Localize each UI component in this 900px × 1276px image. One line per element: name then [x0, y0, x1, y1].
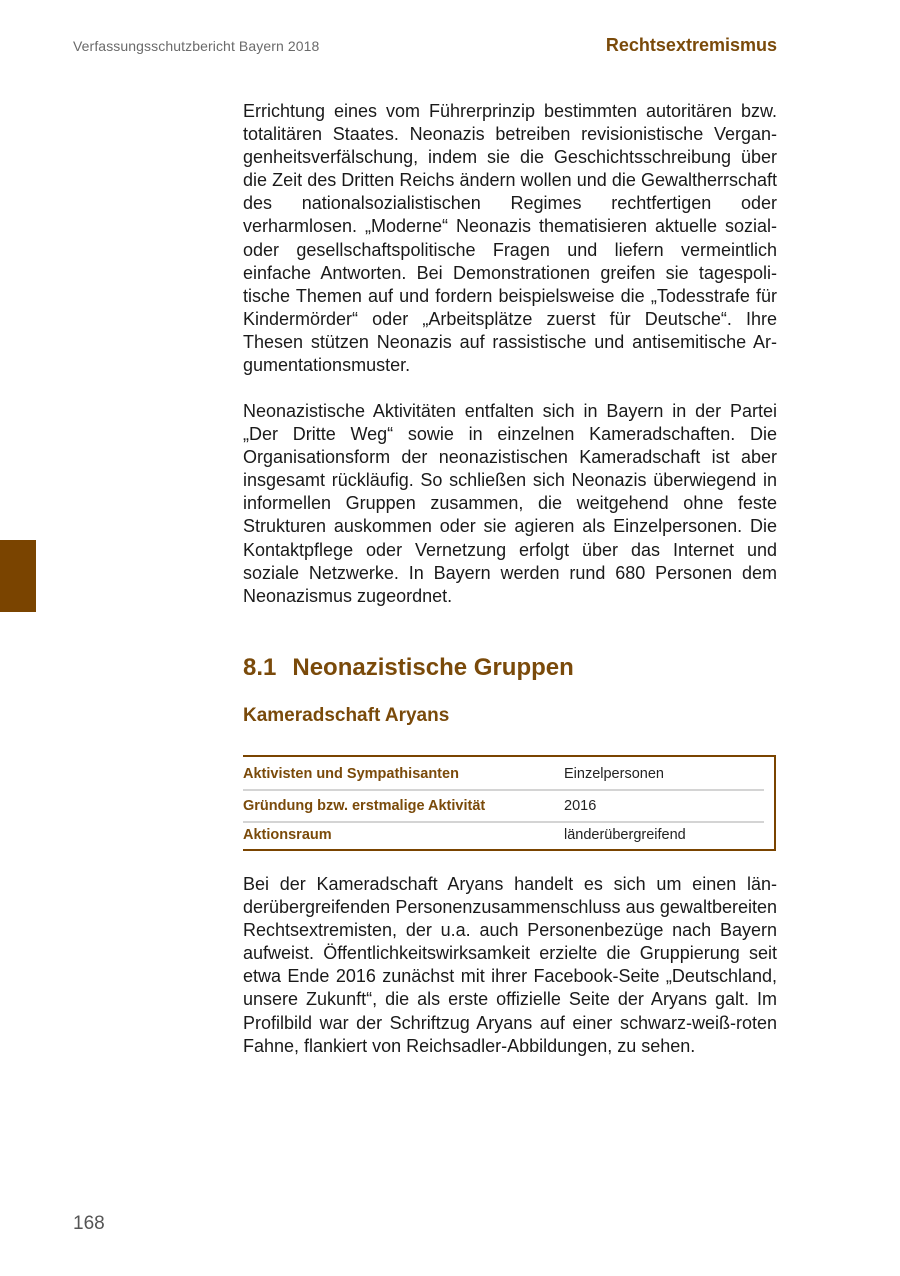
page-number: 168 [73, 1213, 105, 1234]
row-label: Gründung bzw. erstmalige Aktivität [243, 798, 486, 814]
row-value: Einzelpersonen [564, 766, 664, 782]
info-table [243, 755, 776, 851]
body-paragraph: Neonazistische Aktivitäten entfalten sich in Bayern in der Partei „Der Dritte Weg“ sowie in einzelnen Kameradschaften. Die Organisationsform der neonazistischen Kameradschaft ist aber insgesamt rückläufig. So schließen sich Neonazis überwiegend in informellen Gruppen zusammen, die weitgehend ohne feste Strukturen auskommen oder sie agieren als Einzelpersonen. Die Kontaktpflege oder Vernetzung erfolgt über das Internet und soziale Netzwerke. In Bayern werden rund 680 Personen dem Neonazismus zugeordnet. [243, 401, 777, 606]
section-heading [243, 654, 777, 682]
running-header-chapter: Rechtsextremismus [605, 35, 777, 55]
table-row [243, 791, 764, 823]
row-value: länderübergreifend [564, 827, 686, 843]
chapter-side-tab [0, 540, 36, 612]
body-paragraph: Errichtung eines vom Führerprinzip bestimmten autoritären bzw. totalitären Staates. Neonazis betreiben revisionistische Vergangenheitsverfälschung, indem sie die Geschichtsschreibung über die Zeit des Dritten Reichs ändern wollen und die Gewaltherrschaft des nationalsozialistischen Regimes rechtfertigen oder verharmlosen. „Moderne“ Neonazis thematisieren aktuelle sozial- oder gesellschaftspolitische Fragen und liefern vermeintlich einfache Antworten. Bei Demonstrationen greifen sie tagespolitische Themen auf und fordern beispielsweise die „Todesstrafe für Kindermörder“ oder „Arbeitsplätze zuerst für Deutsche“. Ihre Thesen stützen Neonazis auf rassistische und antisemitische Argumentationsmuster. [243, 101, 777, 376]
row-value: 2016 [564, 798, 597, 814]
row-label: Aktivisten und Sympathisanten [243, 766, 459, 782]
subsection-heading: Kameradschaft Aryans [243, 705, 450, 726]
body-paragraph: Bei der Kameradschaft Aryans handelt es sich um einen länderübergreifenden Personenzusammenschluss aus gewaltbereiten Rechtsextremisten, der u.a. auch Personenbezüge nach Bayern aufweist. Öffentlichkeitswirksamkeit erzielte die Gruppierung seit etwa Ende 2016 zunächst mit ihrer Facebook-Seite „Deutschland, unsere Zukunft“, die als erste offizielle Seite der Aryans galt. Im Profilbild war der Schriftzug Aryans auf einer schwarz-weiß-roten Fahne, flankiert von Reichsadler-Abbildungen, zu sehen. [243, 874, 777, 1056]
table-row [243, 759, 764, 791]
running-header-title: Verfassungsschutzbericht Bayern 2018 [73, 38, 320, 54]
section-number: 8.1 [243, 654, 277, 681]
row-label: Aktionsraum [243, 827, 332, 843]
section-title: Neonazistische Gruppen [292, 654, 574, 681]
table-row [243, 820, 764, 850]
